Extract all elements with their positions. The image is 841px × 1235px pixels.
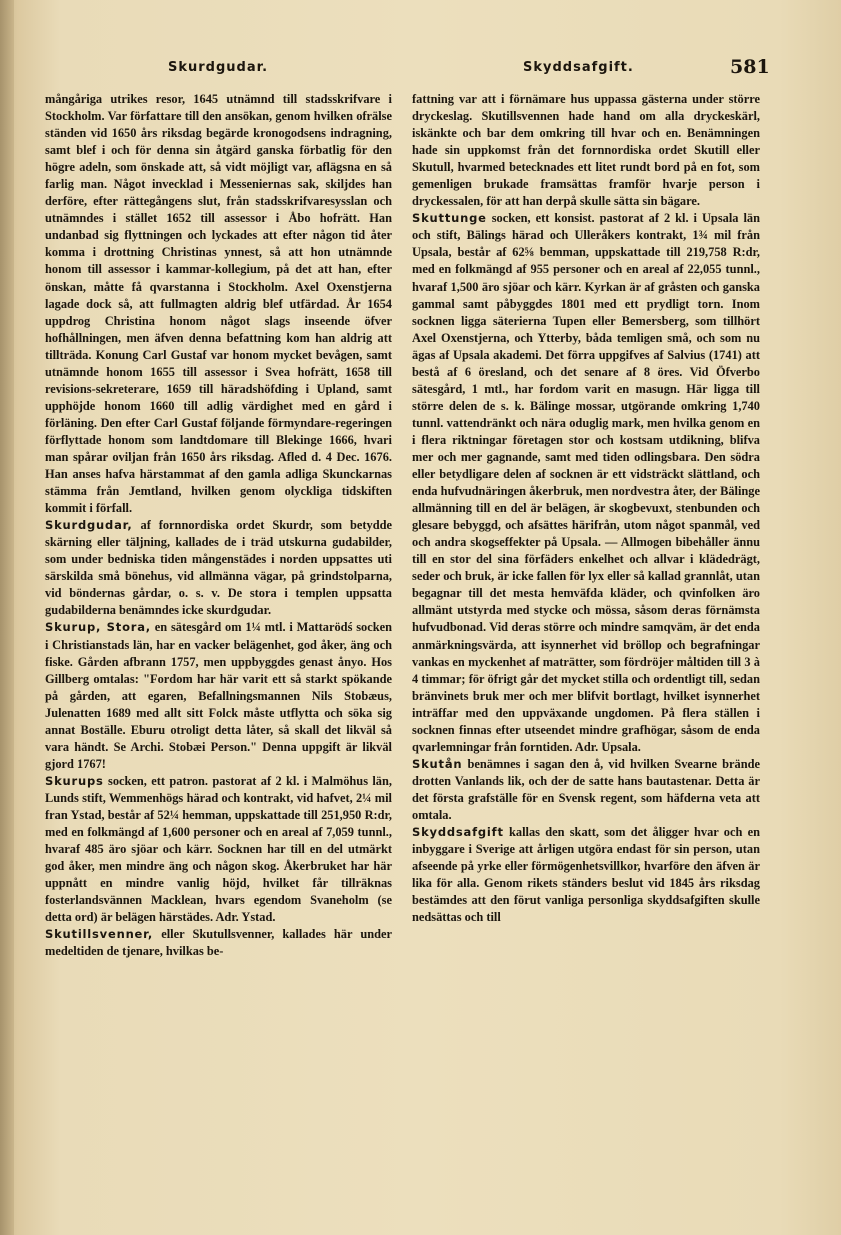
entry-text: kallas den skatt, som det åligger hvar och en inbyggare i Sverige att årligen utgöra endast för sin person, utan afseende på yrke eller förmögenhetsvillkor, hvarföre den äfven är lika för alla. Genom rikets ständers beslut vid 1845 års riksdag bestämdes att den förut vanliga personliga skyddsafgiften skulle nedsättas och till xyxy=(412,825,760,925)
entry xyxy=(412,210,760,756)
entry-text: eller Skutullsvenner, kallades här under medeltiden de tjenare, hvilkas be- xyxy=(45,927,392,959)
left-column xyxy=(45,91,392,960)
entry-text: socken, ett patron. pastorat af 2 kl. i Malmöhus län, Lunds stift, Wemmenhögs härad och kontrakt, vid hafvet, 2¼ mil fran Ystad, består af 52¼ hemman, uppskattade till 251,950 R:dr, med en folkmängd af 1,600 personer och en areal af 7,059 tunnl., hvaraf 485 äro sjöar och kärr. Socknen har till en del utmärkt god åker, men mindre äng och någon skog. Åkerbruket har här uppnått en mindre vanlig höjd, hvilket får tillräknas fosterlandsvännen Macklean, hvars egendom Svaneholm (se detta ord) är belägen härstädes. Adr. Ystad. xyxy=(45,773,392,925)
running-head-right: Skyddsafgift. xyxy=(523,60,634,75)
right-column xyxy=(412,91,760,926)
entry xyxy=(45,517,392,619)
running-head-left: Skurdgudar. xyxy=(168,60,269,75)
entry xyxy=(412,824,760,926)
entry xyxy=(45,773,392,926)
entry xyxy=(412,756,760,824)
entry-text: en sätesgård om 1¼ mtl. i Mattarödś socken i Christianstads län, har en vacker belägenhet, god åker, äng och fiske. Gården afbrann 1757, men uppbyggdes genast ånyo. Hos Gillberg omtalas: "Fordom har här varit ett så starkt spökande på gården, att egaren, Befallningsmannen Nils Stobæus, Julenatten 1689 med allt sitt Folck måste utflytta och söka sig annat Boställe. Eburu otroligt detta låter, så skall det likväl så vara händt. Se Archi. Stobæi Person." Denna uppgift är likväl gjord 1767! xyxy=(45,620,392,771)
page-number: 581 xyxy=(730,56,770,78)
entry-headword: Skurup, Stora, xyxy=(45,620,151,635)
continued-paragraph: mångåriga utrikes resor, 1645 utnämnd till stadsskrifvare i Stockholm. Var författare till den ansökan, genom hvilken ofrälse ständen vid 1650 års riksdag begärde kronogodsens indragning, samt blef i och för denna sin åtgärd ganska förbatlig för den högre adeln, som önskade att, så vidt möjligt var, aflägsna en så farlig man. Något invecklad i Messeniernas sak, skiljdes han derföre, efter rättegångens slut, från stadsskrifvaresysslan och utnämndes i stället 1652 till assessor i Åbo hofrätt. Han undanbad sig flyttningen och lyckades att efter någon tid åter komma i drottning Christinas ynnest, så att hon utnämnde honom till assessor i kammar-kollegium, på det att han, efter önskan, måtte få qvarstanna i Stockholm. Axel Oxenstjerna lagade dock så, att fullmagten aldrig blef utfärdad. År 1654 uppdrog Christina honom något slags inseende öfver hofhållningen, men äfven denna befattning kom han aldrig att tillträda. Konung Carl Gustaf var honom mycket bevågen, samt utnämnde honom 1655 till assessor i Svea hofrätt, 1658 till revisions-sekreterare, 1659 till häradshöfding i Upland, samt upphöjde honom 1660 till adlig värdighet med en gård i förläning. Den efter Carl Gustaf följande förmyndare-regeringen förflyttade honom som landtdomare till Blekinge 1666, hvari man spårar oviljan från 1650 års riksdag. Afled d. 4 Dec. 1676. Han anses hafva härstammat af den gamla adliga Skunckarnas stämma från Jemtland, hvilken genom olyckliga tidskiften kommit i förfall. xyxy=(45,92,392,516)
entry-text: af fornnordiska ordet Skurdr, som betydde skärning eller täljning, kallades de i träd utskurna gudabilder, som under bedniska tiden mångenstädes i norden uppsattes uti särskilda små bönehus, vid allmänna vägar, på grindstolparna, vid böndernas gårdar, o. s. v. De stora i templen uppsatta gudabilderna benämndes icke skurdgudar. xyxy=(45,518,392,618)
entry-text: socken, ett konsist. pastorat af 2 kl. i Upsala län och stift, Bälings härad och Ulleråkers kontrakt, 1¾ mil från Upsala, består af 62⅝ bemman, uppskattade till 219,758 R:dr, med en folkmängd af 955 personer och en areal af 22,055 tunnl., hvaraf 1,500 äro sjöar och kärr. Kyrkan är af gråsten och ganska gammal samt påbyggdes 1801 med ett prydligt torn. Inom socknen ligga säterierna Tupen eller Bemersberg, som tillhört Axel Oxenstjerna, och Ytterby, båda temligen små, och som nu ägas af Upsala akademi. Det förra uppgifves af Salvius (1741) att bestå af 6 öresland, och det senare af 8 öres. Vid Öfverbo sätesgård, 1 mtl., har fordom varit en masugn. Här ligga till större delen de s. k. Bälinge mossar, utgörande omkring 1,740 tunnl. vattendränkt och nära oduglig mark, men hvilka genom en i flera riktningar företagen stor och kostsam utdikning, blifva mer och mer gagnande, samt med tiden odlingsbara. Den södra eller betydligare delen af socknen är ett vidsträckt slättland, och enda hufvudnäringen åkerbruk, men nordvestra åter, der Bälinge allmänning till en del är belägen, är skogbevuxt, stenbunden och glesare bebyggd, och afsättes härifrån, utom något spanmål, ved och andra skogseffekter på Upsala. — Allmogen bibehåller ännu till en stor del sina förfäders enkelhet och allvar i klädedrägt, seder och bruk, är icke fallen för lyx eller så kallad grannlåt, utan begagnar till det mesta hemväfda kläder, och qvinfolken äro allmänt utstyrda med stycke och mössa, såsom deras förnämsta hufvudbonad. Vid deras större och mindre samqväm, är det enda anmärkningsvärda, att isynnerhet vid bröllop och begrafningar vankas en myckenhet af maträtter, som fördröjer måltiden till 3 à 4 timmar; för öfrigt går det mycket stilla och ordentligt till, sedan bränvinets bruk mer och mer blifvit bortlagt, hvilket isynnerhet inträffar med den uppväxande ungdomen. På flera ställen i socknen finnas efter utseendet mindre grafhögar, såsom de enda qvarlemningar från forntiden. Adr. Upsala. xyxy=(412,211,760,754)
entry-headword: Skurups xyxy=(45,773,104,788)
entry-headword: Skutån xyxy=(412,756,463,771)
entry xyxy=(45,619,392,772)
entry-headword: Skurdgudar, xyxy=(45,518,133,533)
book-spine-edge xyxy=(0,0,14,1235)
continued-paragraph: fattning var att i förnämare hus uppassa gästerna under större dryckeslag. Skutillsvennen hade hand om alla dryckeskärl, iskänkte och bar dem omkring till hvar och en. Benämningen hade sin uppkomst från det fornnordiska ordet Skutill eller Skutull, hvarmed betecknades ett litet rundt bord på en fot, som gemenligen brukade framsättas framför hvarje person i dryckessalen, för att han derpå skulle sätta sin bägare. xyxy=(412,92,760,209)
entry xyxy=(45,926,392,960)
entry-headword: Skyddsafgift xyxy=(412,825,504,840)
entry-text: benämnes i sagan den å, vid hvilken Svearne brände drotten Vanlands lik, och der de satte hans bautastenar. Detta är det första grafställe för en Svensk regent, som häfderna veta att omtala. xyxy=(412,756,760,822)
entry-headword: Skuttunge xyxy=(412,211,487,226)
entry-headword: Skutillsvenner, xyxy=(45,927,154,942)
